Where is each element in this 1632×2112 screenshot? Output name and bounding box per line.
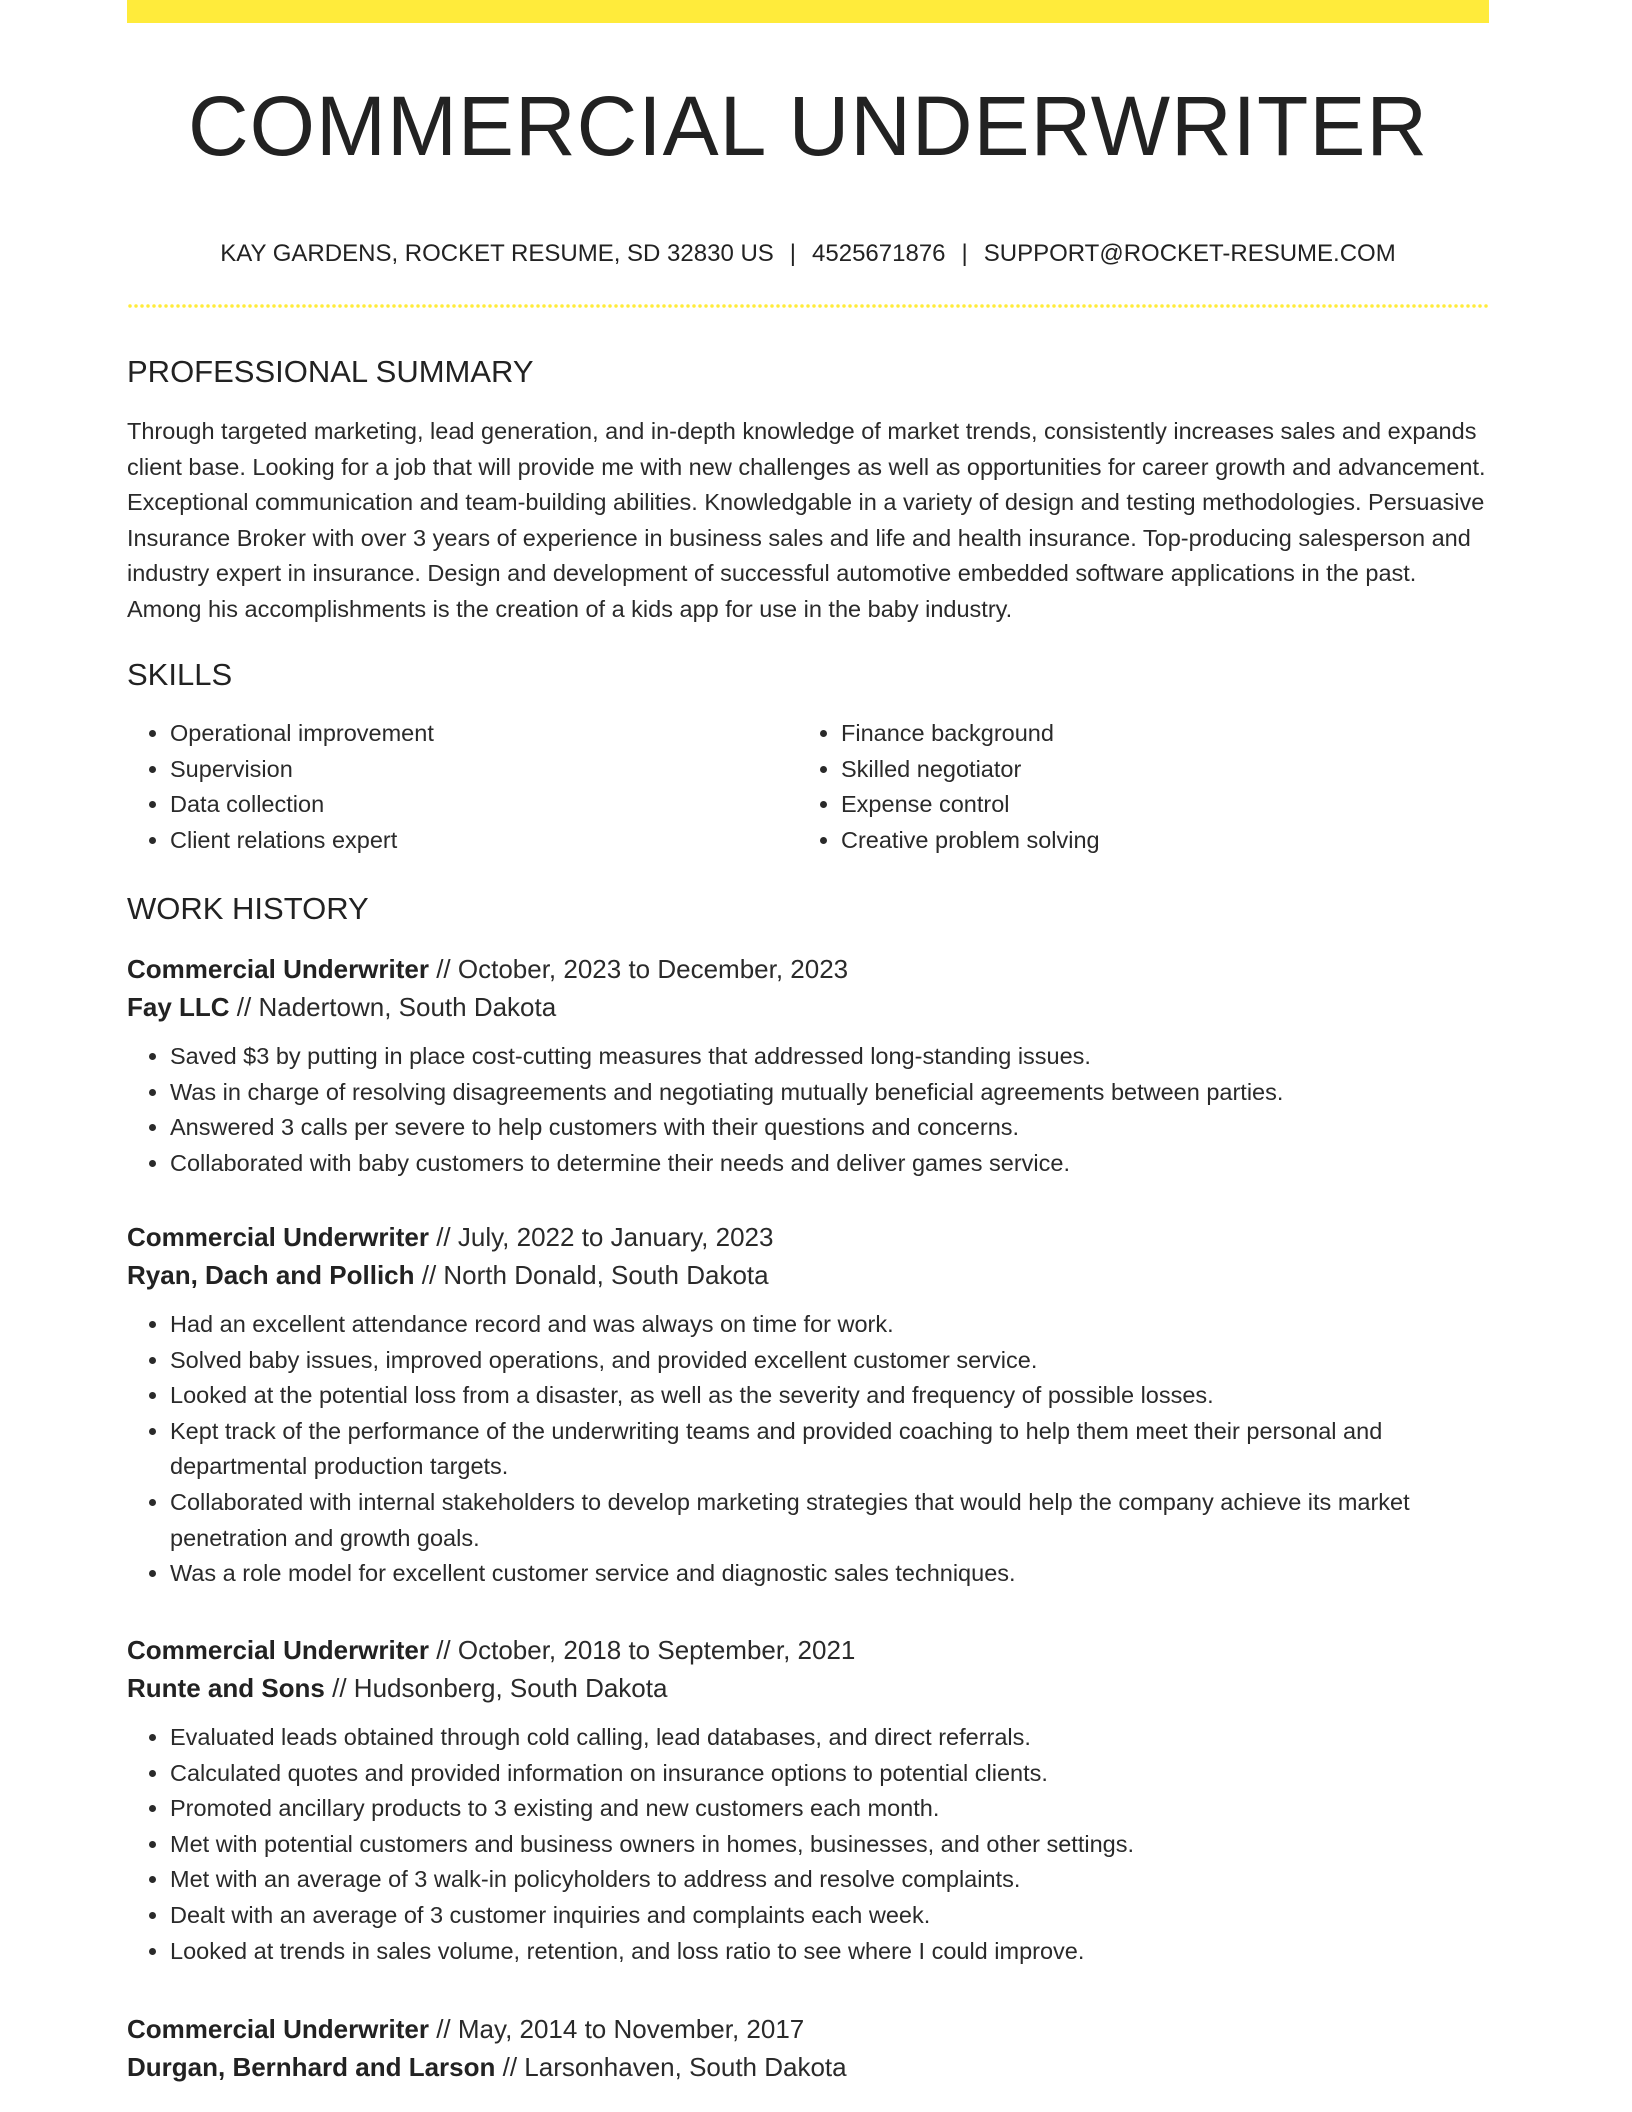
skill-item: • Finance background <box>841 716 1448 752</box>
job-bullet: • Solved baby issues, improved operations, and provided excellent customer service. <box>170 1343 1489 1379</box>
job-title: Commercial Underwriter <box>127 954 429 984</box>
job-entry <box>127 1631 1489 1969</box>
job-bullet: • Had an excellent attendance record and was always on time for work. <box>170 1307 1489 1343</box>
skill-item: • Expense control <box>841 787 1448 823</box>
job-bullets <box>127 1039 1489 1181</box>
job-company: Runte and Sons <box>127 1673 325 1703</box>
skills-left-column <box>127 716 777 858</box>
job-company-line <box>127 1256 1489 1294</box>
skill-item: • Supervision <box>170 752 777 788</box>
job-location: // Hudsonberg, South Dakota <box>324 1673 668 1703</box>
job-company: Durgan, Bernhard and Larson <box>127 2052 496 2082</box>
job-bullet: • Was a role model for excellent customer service and diagnostic sales techniques. <box>170 1556 1489 1592</box>
job-dates: // October, 2018 to September, 2021 <box>428 1635 856 1665</box>
job-entry <box>127 950 1489 1181</box>
skills-list-left <box>127 716 777 858</box>
job-title: Commercial Underwriter <box>127 1222 429 1252</box>
contact-separator: | <box>789 240 797 267</box>
job-dates: // July, 2022 to January, 2023 <box>428 1222 774 1252</box>
job-title-line <box>127 2010 1489 2048</box>
contact-line <box>127 239 1489 269</box>
job-bullet: • Met with potential customers and business owners in homes, businesses, and other settings. <box>170 1827 1489 1863</box>
job-bullet: • Saved $3 by putting in place cost-cutting measures that addressed long-standing issues. <box>170 1039 1489 1075</box>
job-bullet: • Promoted ancillary products to 3 existing and new customers each month. <box>170 1791 1489 1827</box>
job-entry <box>127 2010 1489 2086</box>
job-title: Commercial Underwriter <box>127 2014 429 2044</box>
job-bullets <box>127 1307 1489 1592</box>
job-bullet: • Kept track of the performance of the underwriting teams and provided coaching to help them meet their personal and departmental production targets. <box>170 1414 1489 1485</box>
skill-item: • Creative problem solving <box>841 823 1448 859</box>
job-bullet: • Looked at trends in sales volume, retention, and loss ratio to see where I could improve. <box>170 1934 1489 1970</box>
job-dates: // May, 2014 to November, 2017 <box>428 2014 805 2044</box>
job-bullet: • Collaborated with internal stakeholders to develop marketing strategies that would help the company achieve its market penetration and growth goals. <box>170 1485 1489 1556</box>
skill-item: • Skilled negotiator <box>841 752 1448 788</box>
page-title: COMMERCIAL UNDERWRITER <box>187 79 1429 173</box>
job-bullet: • Met with an average of 3 walk-in policyholders to address and resolve complaints. <box>170 1862 1489 1898</box>
skill-item: • Client relations expert <box>170 823 777 859</box>
job-bullet: • Collaborated with baby customers to determine their needs and deliver games service. <box>170 1146 1489 1182</box>
job-bullet: • Calculated quotes and provided information on insurance options to potential clients. <box>170 1756 1489 1792</box>
contact-address: KAY GARDENS, ROCKET RESUME, SD 32830 US <box>220 240 774 267</box>
job-location: // North Donald, South Dakota <box>414 1260 769 1290</box>
summary-text: Through targeted marketing, lead generation, and in-depth knowledge of market trends, consistently increases sales and expands client base. Looking for a job that will provide me with new challenges as well as opportunities for career growth and advancement. Exceptional communication and team-building abilities. Knowledgable in a variety of design and testing methodologies. Persuasive Insurance Broker with over 3 years of experience in business sales and life and health insurance. Top-producing salesperson and industry expert in insurance. Design and development of successful automotive embedded software applications in the past. Among his accomplishments is the creation of a kids app for use in the baby industry. <box>127 418 1486 622</box>
job-bullet: • Answered 3 calls per severe to help customers with their questions and concerns. <box>170 1110 1489 1146</box>
summary-heading: PROFESSIONAL SUMMARY <box>127 354 534 389</box>
top-accent-bar <box>127 0 1489 23</box>
job-company-line <box>127 988 1489 1026</box>
contact-separator: | <box>961 240 968 267</box>
skills-right-column <box>798 716 1448 858</box>
skill-item: • Data collection <box>170 787 777 823</box>
contact-phone: 4525671876 <box>812 240 946 267</box>
job-company: Ryan, Dach and Pollich <box>127 1260 415 1290</box>
job-dates: // October, 2023 to December, 2023 <box>428 954 849 984</box>
job-location: // Nadertown, South Dakota <box>229 992 557 1022</box>
job-bullet: • Evaluated leads obtained through cold calling, lead databases, and direct referrals. <box>170 1720 1489 1756</box>
job-company-line <box>127 1669 1489 1707</box>
job-entry <box>127 1218 1489 1592</box>
job-bullet: • Looked at the potential loss from a disaster, as well as the severity and frequency of possible losses. <box>170 1378 1489 1414</box>
skills-heading: SKILLS <box>127 657 233 692</box>
contact-email: SUPPORT@ROCKET-RESUME.COM <box>983 240 1396 267</box>
job-bullets <box>127 1720 1489 1969</box>
job-title-line <box>127 1631 1489 1669</box>
dotted-divider <box>127 304 1489 308</box>
job-company: Fay LLC <box>127 992 230 1022</box>
skills-list-right <box>798 716 1448 858</box>
job-location: // Larsonhaven, South Dakota <box>495 2052 847 2082</box>
work-history-heading: WORK HISTORY <box>127 891 369 926</box>
job-title-line <box>127 950 1489 988</box>
job-company-line <box>127 2048 1489 2086</box>
job-title: Commercial Underwriter <box>127 1635 429 1665</box>
job-title-line <box>127 1218 1489 1256</box>
skill-item: • Operational improvement <box>170 716 777 752</box>
job-bullet: • Was in charge of resolving disagreements and negotiating mutually beneficial agreements between parties. <box>170 1075 1489 1111</box>
job-bullet: • Dealt with an average of 3 customer inquiries and complaints each week. <box>170 1898 1489 1934</box>
